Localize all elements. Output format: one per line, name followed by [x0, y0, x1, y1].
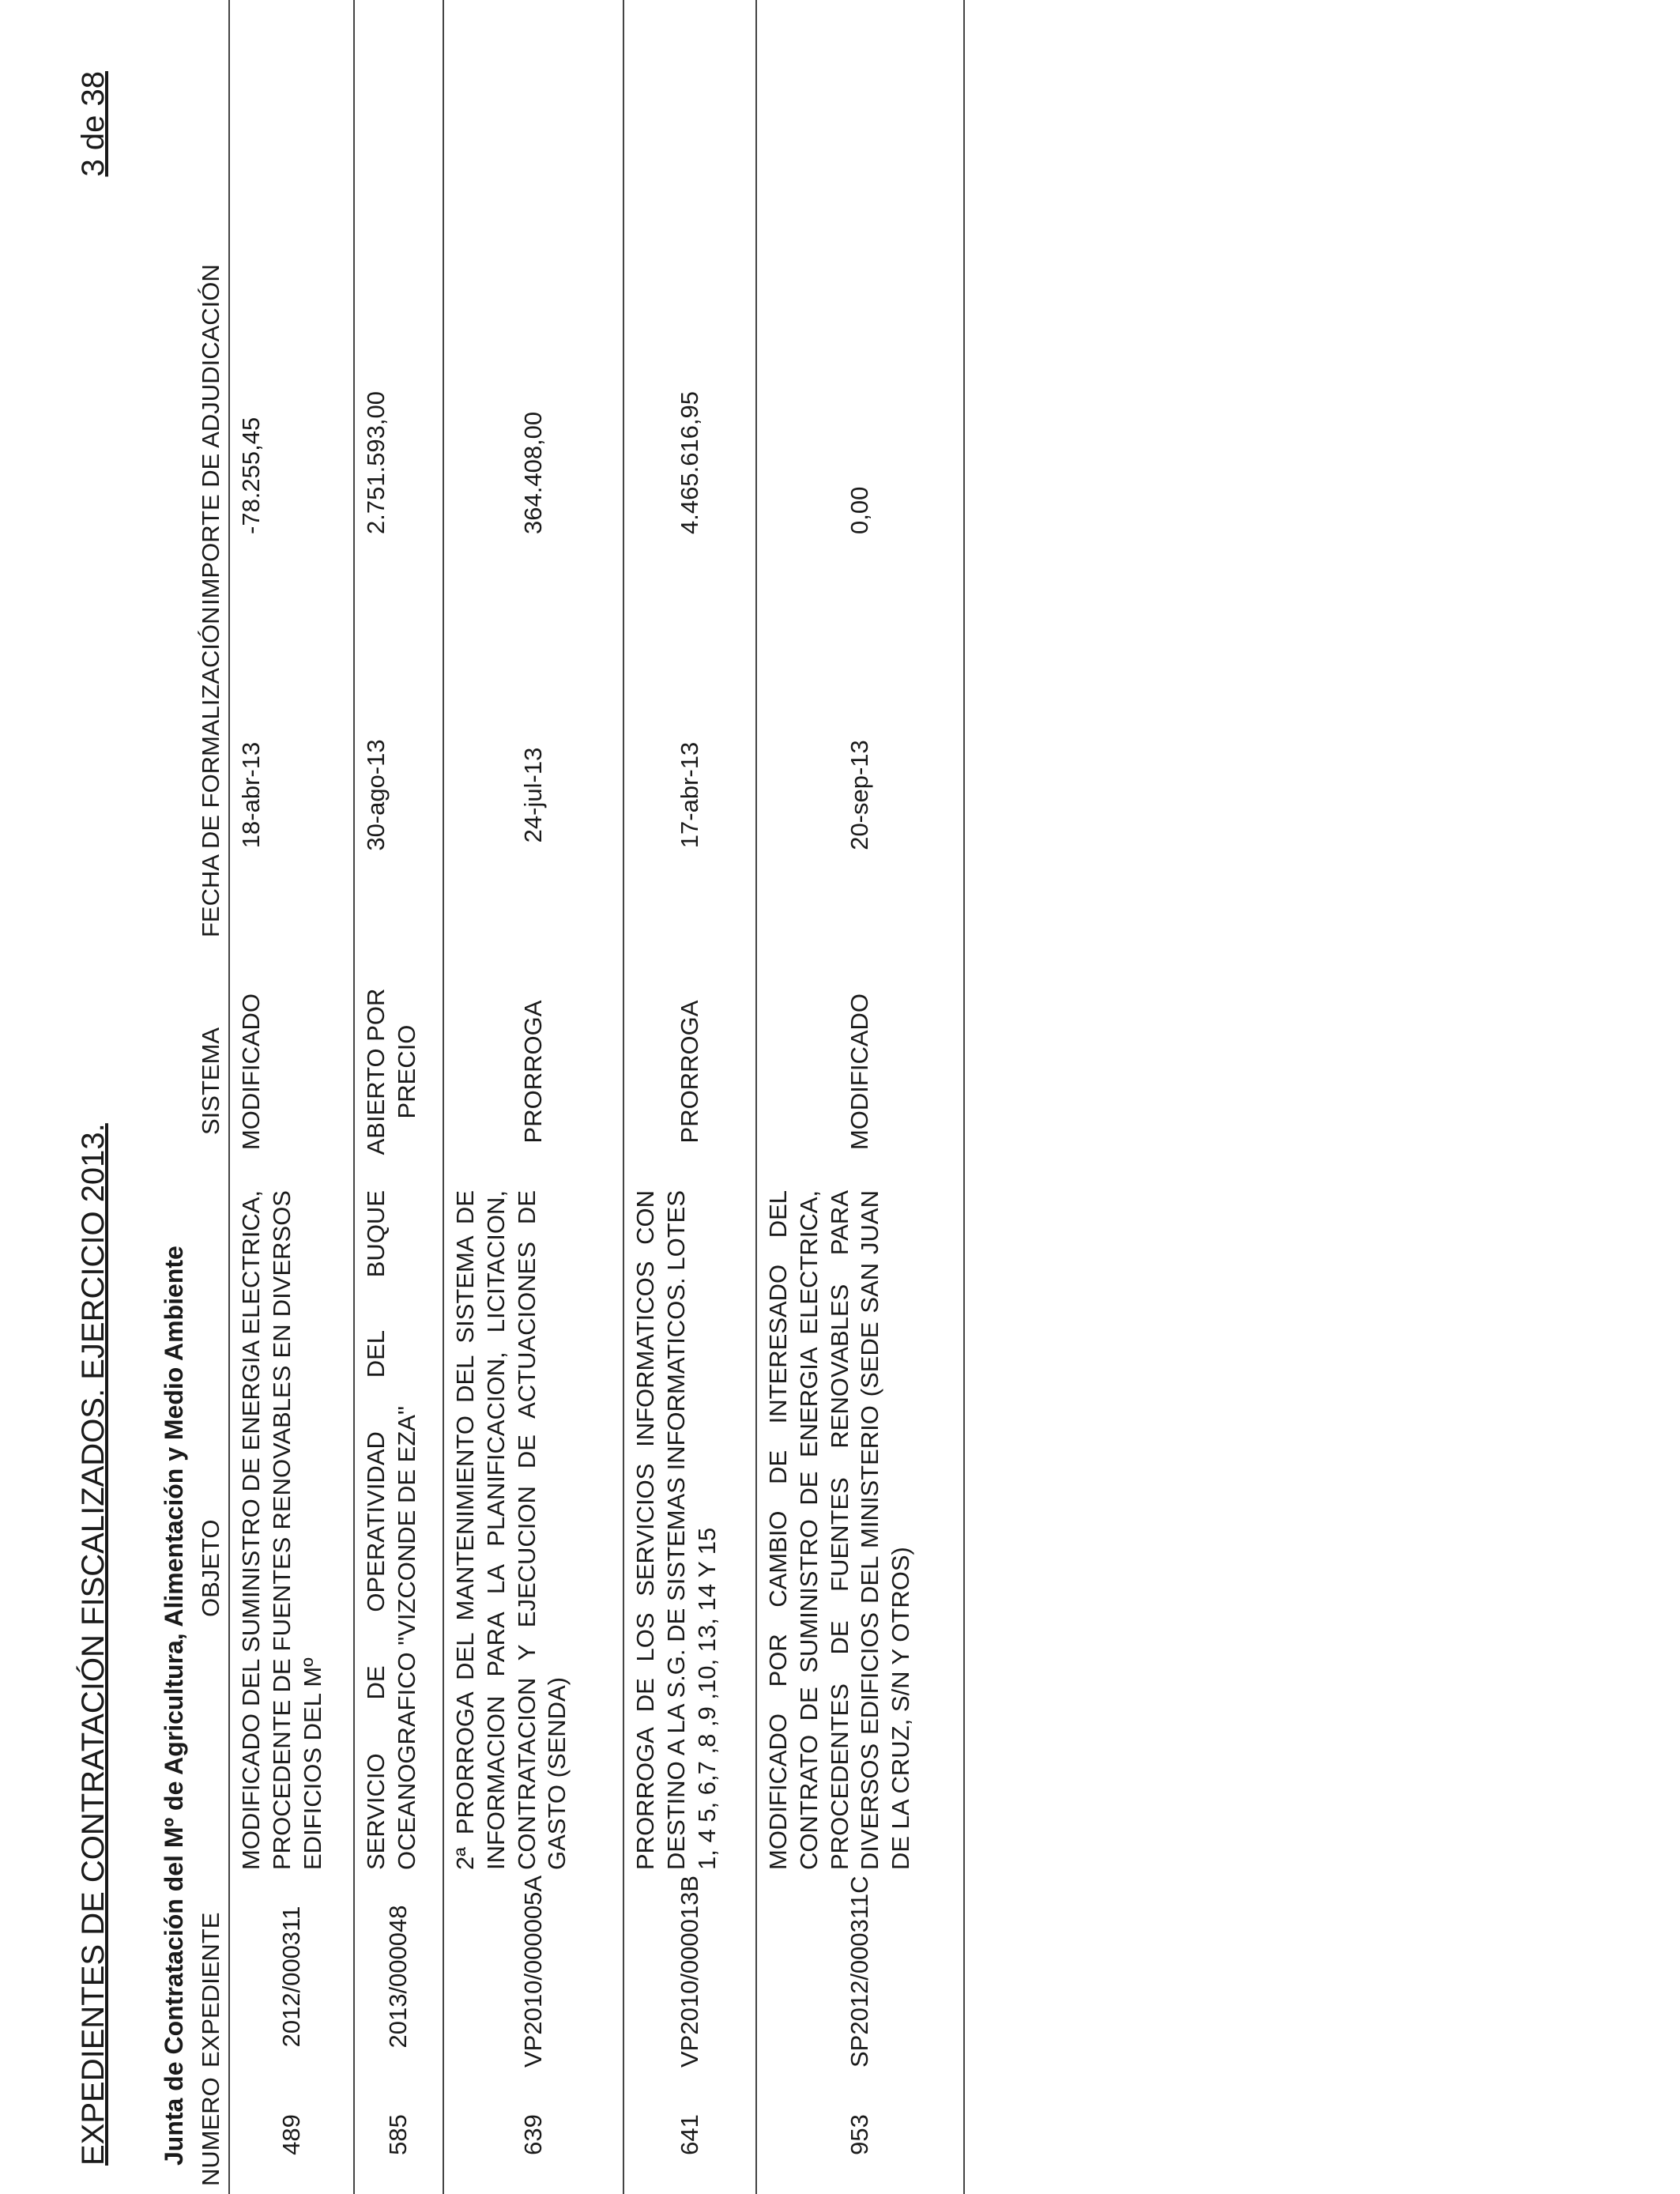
cell-sistema: MODIFICADO	[229, 961, 354, 1182]
cell-objeto: SERVICIO DE OPERATIVIDAD DEL BUQUE OCEANOGRAFICO "VIZCONDE DE EZA"	[354, 1182, 443, 1878]
cell-fecha: 24-jul-13	[443, 629, 623, 961]
cell-importe: 0,00	[756, 0, 964, 629]
cell-fecha: 18-abr-13	[229, 629, 354, 961]
column-header-objeto: OBJETO	[194, 1182, 229, 1878]
cell-importe: 2.751.593,00	[354, 0, 443, 629]
cell-fecha: 17-abr-13	[623, 629, 756, 961]
cell-sistema: PRORROGA	[443, 961, 623, 1182]
cell-expediente: 2012/000311	[229, 1878, 354, 2075]
document-title: EXPEDIENTES DE CONTRATACIÓN FISCALIZADOS. EJERCICIO 2013.	[76, 1123, 111, 2166]
cell-numero: 585	[354, 2075, 443, 2194]
cell-objeto: 2ª PRORROGA DEL MANTENIMIENTO DEL SISTEMA DE INFORMACION PARA LA PLANIFICACION, LICITACION, CONTRATACION Y EJECUCION DE ACTUACIONES DE GASTO (SENDA)	[443, 1182, 623, 1878]
column-header-numero: NUMERO	[194, 2075, 229, 2194]
cell-expediente: 2013/000048	[354, 1878, 443, 2075]
cell-sistema: ABIERTO POR PRECIO	[354, 961, 443, 1182]
cell-importe: -78.255,45	[229, 0, 354, 629]
cell-expediente: VP2010/000013B	[623, 1878, 756, 2075]
page-number: 3 de 38	[76, 71, 111, 177]
contracts-table	[194, 0, 965, 2194]
cell-sistema: MODIFICADO	[756, 961, 964, 1182]
column-header-importe: IMPORTE DE ADJUDICACIÓN	[194, 0, 229, 629]
table-header-row	[194, 0, 229, 2194]
cell-sistema: PRORROGA	[623, 961, 756, 1182]
cell-objeto: PRORROGA DE LOS SERVICIOS INFORMATICOS CON DESTINO A LA S.G. DE SISTEMAS INFORMATICOS. LOTES 1, 4 5, 6,7 ,8 ,9 ,10, 13, 14 Y 15	[623, 1182, 756, 1878]
organization-heading: Junta de Contratación del Mº de Agricultura, Alimentación y Medio Ambiente	[160, 1246, 188, 2166]
cell-objeto: MODIFICADO DEL SUMINISTRO DE ENERGIA ELECTRICA, PROCEDENTE DE FUENTES RENOVABLES EN DIVERSOS EDIFICIOS DEL Mº	[229, 1182, 354, 1878]
column-header-sistema: SISTEMA	[194, 961, 229, 1182]
cell-numero: 489	[229, 2075, 354, 2194]
cell-numero: 953	[756, 2075, 964, 2194]
table-row	[354, 0, 443, 2194]
table-row	[229, 0, 354, 2194]
column-header-fecha: FECHA DE FORMALIZACIÓN	[194, 629, 229, 961]
cell-fecha: 20-sep-13	[756, 629, 964, 961]
cell-importe: 364.408,00	[443, 0, 623, 629]
cell-objeto: MODIFICADO POR CAMBIO DE INTERESADO DEL CONTRATO DE SUMINISTRO DE ENERGIA ELECTRICA, PROCEDENTES DE FUENTES RENOVABLES PARA DIVERSOS EDIFICIOS DEL MINISTERIO (SEDE SAN JUAN DE LA CRUZ, S/N Y OTROS)	[756, 1182, 964, 1878]
cell-expediente: SP2012/000311C	[756, 1878, 964, 2075]
table-row	[756, 0, 964, 2194]
cell-numero: 639	[443, 2075, 623, 2194]
cell-importe: 4.465.616,95	[623, 0, 756, 629]
cell-fecha: 30-ago-13	[354, 629, 443, 961]
cell-numero: 641	[623, 2075, 756, 2194]
table-row	[623, 0, 756, 2194]
cell-expediente: VP2010/000005A	[443, 1878, 623, 2075]
column-header-expediente: EXPEDIENTE	[194, 1878, 229, 2075]
table-row	[443, 0, 623, 2194]
